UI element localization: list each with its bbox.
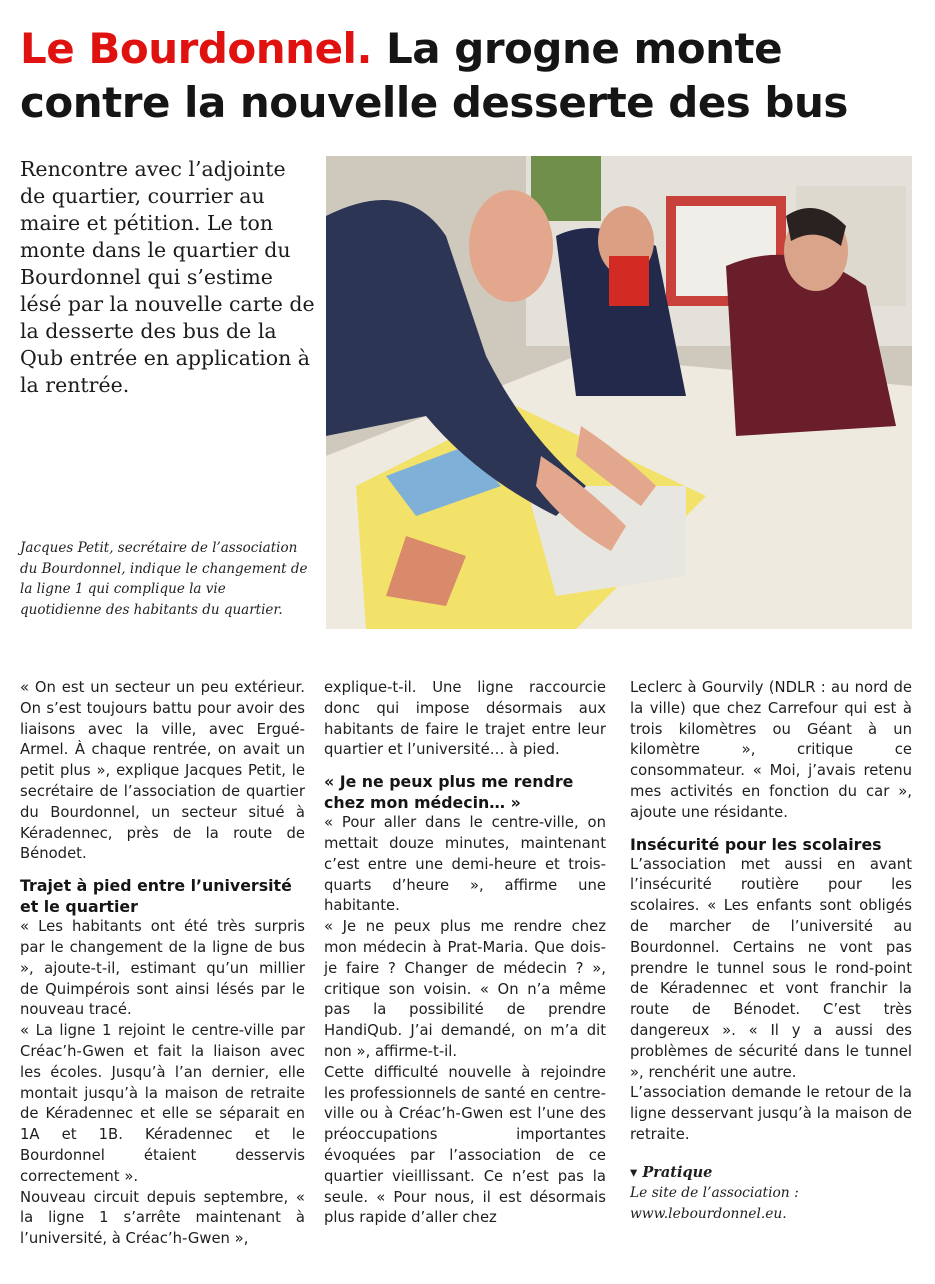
- paragraph: Nouveau circuit depuis septembre, « la ligne 1 s’arrête maintenant à l’université, à Créac’h-Gwen »,: [20, 1188, 305, 1248]
- association-website-link[interactable]: www.lebourdonnel.eu.: [630, 1205, 787, 1222]
- paragraph: « On est un secteur un peu extérieur. On s’est toujours battu pour avoir des liaisons avec la ville, avec Ergué-Armel. À chaque rentrée, on avait un petit plus », explique Jacques Petit, le secrétaire de l’association de quartier du Bourdonnel, un secteur situé à Kéradennec, près de la route de Bénodet.: [20, 679, 305, 863]
- paragraph: « Les habitants ont été très surpris par le changement de la ligne de bus », ajoute-t-il, estimant qu’un millier de Quimpérois sont ainsi lésés par le nouveau tracé.: [20, 918, 305, 1019]
- subheading: Insécurité pour les scolaires: [630, 834, 882, 854]
- paragraph: explique-t-il. Une ligne raccourcie donc qui impose désormais aux habitants de faire le trajet entre leur quartier et l’université… à pied.: [324, 679, 606, 759]
- article-column-1: [20, 678, 305, 1250]
- paragraph: Leclerc à Gourvily (NDLR : au nord de la ville) que chez Carrefour qui est à trois kilomètres ou Géant à un kilomètre », critique ce consommateur. « Moi, j’avais retenu mes activités en fonction du car », ajoute une résidante.: [630, 679, 912, 821]
- photo-caption: Jacques Petit, secrétaire de l’association du Bourdonnel, indique le changement de la ligne 1 qui complique la vie quotidienne des habitants du quartier.: [20, 540, 308, 618]
- subheading: « Je ne peux plus me rendre chez mon médecin… »: [324, 772, 574, 813]
- headline: [20, 22, 920, 130]
- lead-paragraph: Rencontre avec l’adjointe de quartier, courrier au maire et pétition. Le ton monte dans le quartier du Bourdonnel qui s’estime lésé par la nouvelle carte de la desserte des bus de la Qub entrée en application à la rentrée.: [20, 157, 315, 397]
- headline-kicker: Le Bourdonnel.: [20, 24, 372, 73]
- paragraph: Cette difficulté nouvelle à rejoindre les professionnels de santé en centre-ville ou à Créac’h-Gwen est l’une des préoccupations importantes évoquées par l’association de ce quartier vieillissant. Ce n’est pas la seule. « Pour nous, il est désormais plus rapide d’aller chez: [324, 1063, 606, 1227]
- article-column-2: [324, 678, 606, 1229]
- article-photo: [326, 156, 912, 629]
- paragraph: « Pour aller dans le centre-ville, on mettait douze minutes, maintenant c’est entre une demi-heure et trois-quarts d’heure », affirme une habitante.: [324, 814, 606, 915]
- photo-illustration: [326, 156, 912, 629]
- article-column-3: [630, 678, 912, 1225]
- headline-title: La grogne monte contre la nouvelle desserte des bus: [20, 24, 848, 127]
- paragraph: L’association met aussi en avant l’insécurité routière pour les scolaires. « Les enfants sont obligés de marcher de l’université au Bourdonnel. Certains ne vont pas prendre le tunnel sous le rond-point de Kéradennec et vont franchir la route de Bénodet. C’est très dangereux ». « Il y a aussi des problèmes de sécurité dans le tunnel », renchérit une autre.: [630, 855, 912, 1081]
- subheading: Trajet à pied entre l’université et le quartier: [20, 876, 292, 917]
- paragraph: « Je ne peux plus me rendre chez mon médecin à Prat-Maria. Que dois-je faire ? Changer de médecin ? », critique son voisin. « On n’a même pas la possibilité de prendre HandiQub. J’ai demandé, on m’a dit non », affirme-t-il.: [324, 918, 606, 1060]
- pratique-text: Le site de l’association :: [630, 1184, 799, 1201]
- pratique-label: ▾ Pratique: [630, 1163, 713, 1181]
- paragraph: L’association demande le retour de la ligne desservant jusqu’à la maison de retraite.: [630, 1084, 912, 1143]
- paragraph: « La ligne 1 rejoint le centre-ville par Créac’h-Gwen et fait la liaison avec les écoles. Jusqu’à l’an dernier, elle montait jusqu’à la maison de retraite de Kéradennec et elle se séparait en 1A et 1B. Kéradennec et le Bourdonnel étaient desservis correctement ».: [20, 1022, 305, 1185]
